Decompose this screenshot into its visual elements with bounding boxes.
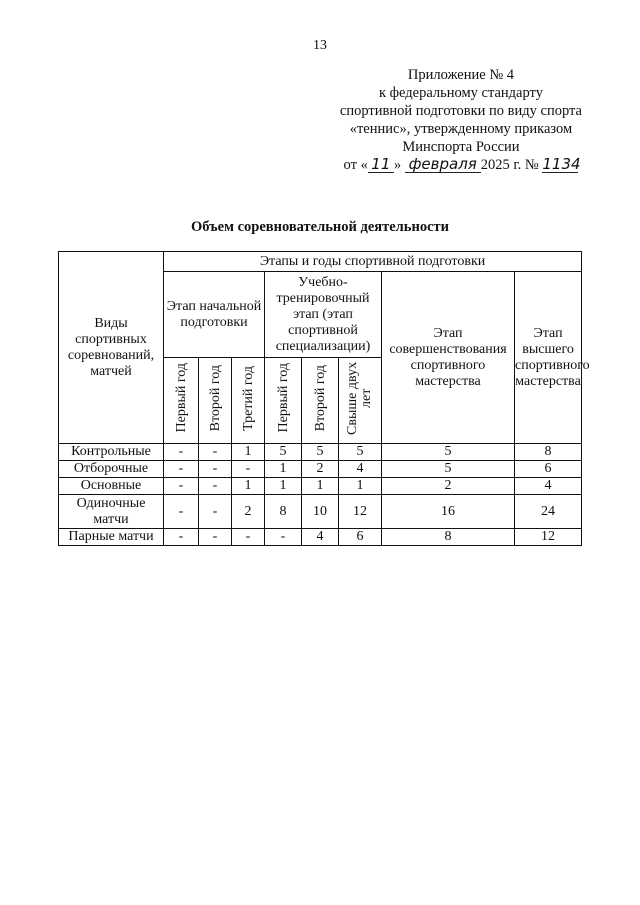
header-year-training-2: Второй год: [302, 358, 339, 444]
table-cell: -: [232, 529, 265, 546]
row-label: Контрольные: [59, 444, 164, 461]
header-stage-higher: Этап высшего спортивного мастерства: [515, 272, 582, 444]
header-year-training-over-two: Свыше двух лет: [339, 358, 382, 444]
approval-line-2: к федеральному стандарту: [378, 85, 543, 101]
table-cell: 8: [515, 444, 582, 461]
approval-line-5: Минспорта России: [402, 139, 520, 155]
table-cell: 6: [515, 461, 582, 478]
header-year-training-1: Первый год: [265, 358, 302, 444]
table-cell: 5: [382, 444, 515, 461]
table-cell: -: [164, 495, 199, 529]
table-cell: 24: [515, 495, 582, 529]
handwritten-month: февраля: [405, 156, 481, 173]
table-cell: 1: [339, 478, 382, 495]
table-cell: -: [164, 529, 199, 546]
table-cell: 4: [302, 529, 339, 546]
table-cell: -: [232, 461, 265, 478]
table-cell: 4: [339, 461, 382, 478]
table-cell: 5: [382, 461, 515, 478]
row-label: Основные: [59, 478, 164, 495]
approval-date-line: от « 11 » февраля 2025 г. № 1134: [343, 155, 581, 173]
page-number: 13: [313, 38, 327, 53]
table-row: [59, 529, 582, 546]
header-stages-years: Этапы и годы спортивной подготовки: [164, 252, 582, 272]
table-cell: 2: [302, 461, 339, 478]
table-cell: 8: [265, 495, 302, 529]
table-row: [59, 495, 582, 529]
table-row: [59, 444, 582, 461]
table-cell: 12: [339, 495, 382, 529]
table-cell: 12: [515, 529, 582, 546]
table-cell: 1: [232, 478, 265, 495]
table-cell: 5: [302, 444, 339, 461]
header-competition-types: Виды спортивных соревнований, матчей: [59, 252, 164, 444]
table-cell: -: [199, 495, 232, 529]
table-cell: -: [199, 529, 232, 546]
approval-line-4: «теннис», утвержденному приказом: [349, 121, 573, 137]
table-cell: -: [164, 444, 199, 461]
table-cell: 2: [382, 478, 515, 495]
header-stage-training: Учебно-тренировочный этап (этап спортивной специализации): [265, 272, 382, 358]
row-label: Одиночные матчи: [59, 495, 164, 529]
approval-line-3: спортивной подготовки по виду спорта: [339, 103, 582, 119]
table-cell: 16: [382, 495, 515, 529]
header-year-initial-2: Второй год: [199, 358, 232, 444]
handwritten-order-number: 1134: [542, 155, 581, 173]
table-cell: -: [164, 461, 199, 478]
header-stage-improvement: Этап совершенствования спортивного мастерства: [382, 272, 515, 444]
table-cell: 1: [265, 478, 302, 495]
approval-line-1: Приложение № 4: [407, 67, 515, 83]
table-cell: 1: [232, 444, 265, 461]
row-label: Отборочные: [59, 461, 164, 478]
table-cell: -: [164, 478, 199, 495]
header-stage-initial: Этап начальной подготовки: [164, 272, 265, 358]
row-label: Парные матчи: [59, 529, 164, 546]
table-cell: 1: [302, 478, 339, 495]
table-cell: -: [199, 478, 232, 495]
table-cell: -: [199, 444, 232, 461]
competition-volume-table: [58, 251, 590, 546]
table-cell: 5: [339, 444, 382, 461]
table-cell: 6: [339, 529, 382, 546]
document-title: Объем соревновательной деятельности: [191, 219, 449, 235]
table-cell: -: [265, 529, 302, 546]
table-cell: 5: [265, 444, 302, 461]
table-cell: 10: [302, 495, 339, 529]
handwritten-day: 11: [368, 156, 394, 173]
approval-block: [340, 66, 582, 174]
table-row: [59, 478, 582, 495]
header-year-initial-3: Третий год: [232, 358, 265, 444]
table-cell: 1: [265, 461, 302, 478]
table-row: [59, 461, 582, 478]
table-cell: -: [199, 461, 232, 478]
table-cell: 4: [515, 478, 582, 495]
table-cell: 2: [232, 495, 265, 529]
table-cell: 8: [382, 529, 515, 546]
header-year-initial-1: Первый год: [164, 358, 199, 444]
